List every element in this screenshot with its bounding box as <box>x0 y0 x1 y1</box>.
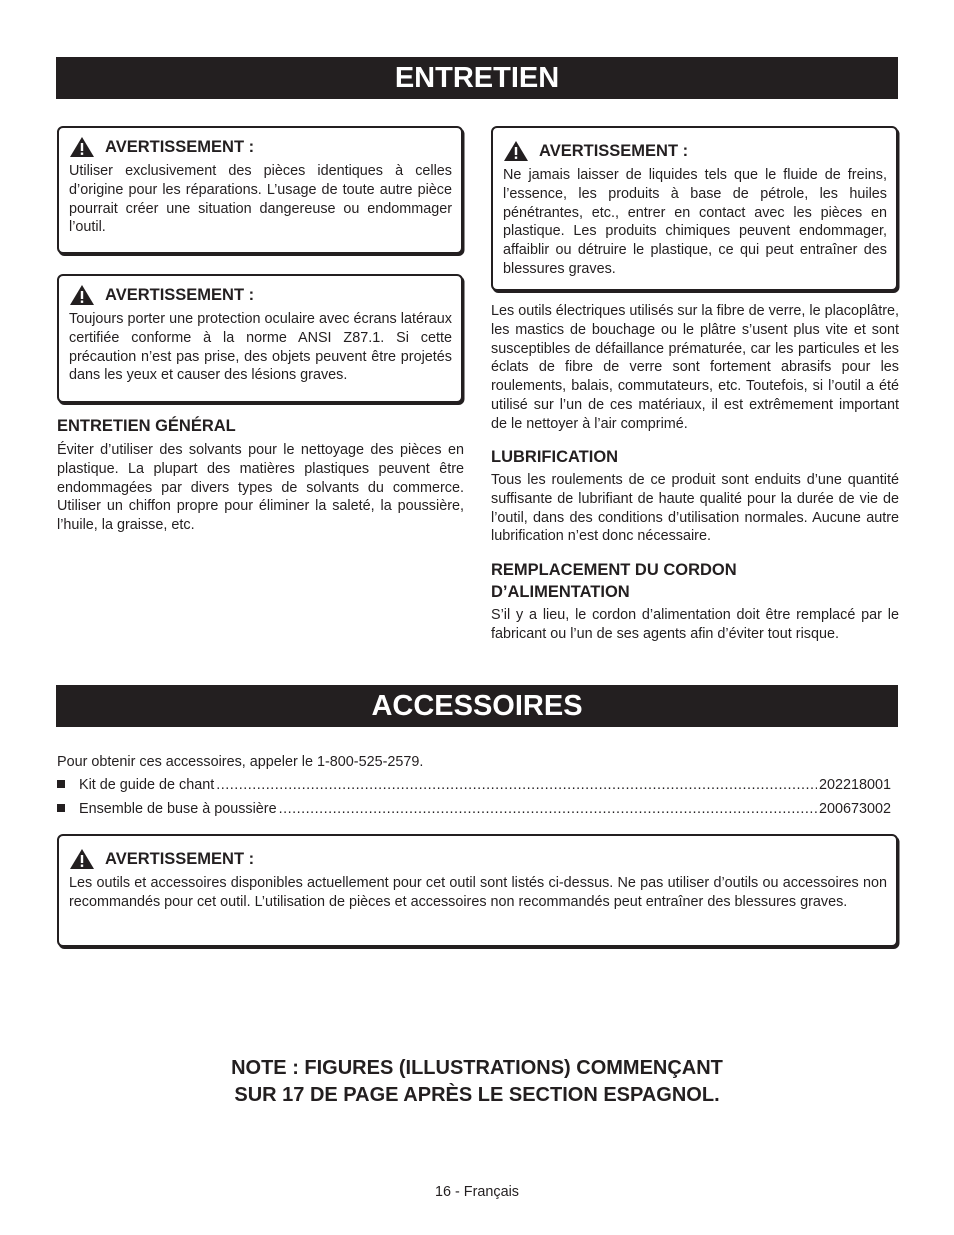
accessory-part-number: 200673002 <box>818 801 891 817</box>
accessories-intro: Pour obtenir ces accessoires, appeler le 1-800-525-2579. <box>57 754 424 770</box>
accessory-name: Kit de guide de chant <box>79 777 215 793</box>
warning-title: AVERTISSEMENT : <box>105 137 255 156</box>
warning-text: Ne jamais laisser de liquides tels que le fluide de freins, l’essence, les produits à base de pétrole, les huiles pénétrantes, etc., entrer en contact avec les pièces en plastique. Les produits chimiques peuvent endommager, affaiblir ou détruire le plastique, ce qui peut entraîner des blessures graves. <box>503 167 887 277</box>
accessory-part-number: 202218001 <box>818 777 891 793</box>
general-maintenance-text: Éviter d’utiliser des solvants pour le nettoyage des pièces en plastique. La plupart des matières plastiques peuvent être endommagées par divers types de solvants du commerce. Utiliser un chiffon propre pour éliminer la saleté, la poussière, l’huile, la graisse, etc. <box>57 442 464 534</box>
warning-title: AVERTISSEMENT : <box>105 849 255 868</box>
bullet-icon <box>57 780 65 788</box>
leader-dots <box>279 801 817 817</box>
accessoires-banner: ACCESSOIRES <box>56 685 898 727</box>
warning-triangle-icon <box>69 284 95 306</box>
leader-dots <box>216 777 817 793</box>
accessory-name: Ensemble de buse à poussière <box>79 801 277 817</box>
warning-triangle-icon <box>503 140 529 162</box>
fiberglass-paragraph: Les outils électriques utilisés sur la fibre de verre, le placoplâtre, les mastics de bouchage ou le plâtre s’usent plus vite et sont susceptibles de défaillance prématurée, car les particules et les éclats de fibre de verre sont fortement abrasifs pour les roulements, balais, commutateurs, etc. Toutefois, si l’outil a été utilisé sur l’un de ces matériaux, il est extrêmement important de le nettoyer à l’air comprimé. <box>491 303 899 432</box>
figures-note-line1: NOTE : FIGURES (ILLUSTRATIONS) COMMENÇANT <box>231 1057 723 1079</box>
warning-text: Toujours porter une protection oculaire avec écrans latéraux certifiée conforme à la norme ANSI Z87.1. Si cette précaution n’est pas prise, des objets peuvent être projetés dans les yeux et causer des lésions graves. <box>69 311 452 384</box>
cord-replacement-heading-line2: D’ALIMENTATION <box>491 583 630 601</box>
page-footer: 16 - Français <box>435 1184 519 1200</box>
warning-triangle-icon <box>69 848 95 870</box>
figures-note-line2: SUR 17 DE PAGE APRÈS LE SECTION ESPAGNOL. <box>234 1084 720 1106</box>
warning-box-accessories <box>57 834 898 947</box>
warning-triangle-icon <box>69 136 95 158</box>
cord-replacement-text: S’il y a lieu, le cordon d’alimentation doit être remplacé par le fabricant ou l’un de ses agents afin d’éviter tout risque. <box>491 607 899 642</box>
warning-title: AVERTISSEMENT : <box>539 141 689 160</box>
bullet-icon <box>57 804 65 812</box>
warning-text: Utiliser exclusivement des pièces identiques à celles d’origine pour les réparations. L’usage de toute autre pièce pourrait créer une situation dangereuse ou endommager l’outil. <box>69 163 452 236</box>
warning-text: Les outils et accessoires disponibles actuellement pour cet outil sont listés ci-dessus. Ne pas utiliser d’outils ou accessoires non recommandés pour cet outil. L’utilisation de pièces et accessoires non recommandés peut entraîner des blessures graves. <box>69 875 887 910</box>
list-item <box>57 801 891 817</box>
warning-box-liquids <box>491 126 898 291</box>
cord-replacement-heading-line1: REMPLACEMENT DU CORDON <box>491 561 737 579</box>
warning-box-parts <box>57 126 463 254</box>
list-item <box>57 777 891 793</box>
warning-title: AVERTISSEMENT : <box>105 285 255 304</box>
warning-box-eye-protection <box>57 274 463 403</box>
general-maintenance-heading: ENTRETIEN GÉNÉRAL <box>57 417 236 435</box>
entretien-banner: ENTRETIEN <box>56 57 898 99</box>
lubrication-heading: LUBRIFICATION <box>491 448 619 466</box>
lubrication-text: Tous les roulements de ce produit sont enduits d’une quantité suffisante de lubrifiant de haute qualité pour la durée de vie de l’outil, dans des conditions d’utilisation normales. Aucune autre lubrification n’est donc nécessaire. <box>491 472 899 545</box>
